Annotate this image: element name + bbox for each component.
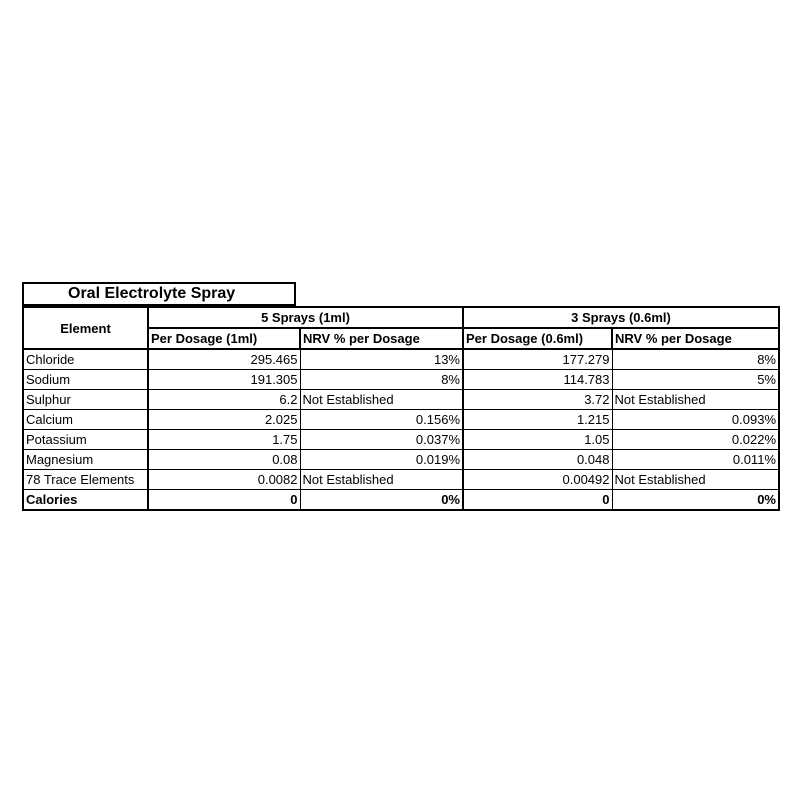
dose-3-sprays: 0.00492 bbox=[463, 470, 612, 490]
nrv-5-sprays: 0.037% bbox=[300, 430, 463, 450]
nrv-3-sprays: 0.011% bbox=[612, 450, 779, 470]
nutrition-table bbox=[22, 306, 780, 511]
dose-5-sprays: 2.025 bbox=[148, 410, 300, 430]
per-dosage-1ml-header: Per Dosage (1ml) bbox=[148, 328, 300, 349]
nrv-5-sprays: 8% bbox=[300, 370, 463, 390]
table-title: Oral Electrolyte Spray bbox=[22, 282, 296, 306]
element-name: Potassium bbox=[23, 430, 148, 450]
nrv-5-sprays: Not Established bbox=[300, 390, 463, 410]
dose-5-sprays: 295.465 bbox=[148, 349, 300, 370]
dose-3-sprays: 177.279 bbox=[463, 349, 612, 370]
table-row bbox=[23, 390, 779, 410]
table-row bbox=[23, 370, 779, 390]
nrv-3-sprays: 0% bbox=[612, 490, 779, 511]
nrv-5-sprays: 0.156% bbox=[300, 410, 463, 430]
element-name: Sulphur bbox=[23, 390, 148, 410]
calories-row bbox=[23, 490, 779, 511]
dose-3-sprays: 0.048 bbox=[463, 450, 612, 470]
dose-5-sprays: 0.0082 bbox=[148, 470, 300, 490]
dose-3-sprays: 3.72 bbox=[463, 390, 612, 410]
group-header-3-sprays: 3 Sprays (0.6ml) bbox=[463, 307, 779, 328]
nrv-3-sprays: 8% bbox=[612, 349, 779, 370]
nrv-5-sprays: 0% bbox=[300, 490, 463, 511]
nrv-3-sprays: 5% bbox=[612, 370, 779, 390]
dose-3-sprays: 0 bbox=[463, 490, 612, 511]
element-name: Chloride bbox=[23, 349, 148, 370]
nrv-5-sprays: Not Established bbox=[300, 470, 463, 490]
element-name: Calories bbox=[23, 490, 148, 511]
nrv-3-sprays: 0.022% bbox=[612, 430, 779, 450]
dose-5-sprays: 0.08 bbox=[148, 450, 300, 470]
nrv-5-sprays: 13% bbox=[300, 349, 463, 370]
dose-5-sprays: 6.2 bbox=[148, 390, 300, 410]
dose-3-sprays: 1.215 bbox=[463, 410, 612, 430]
dose-3-sprays: 114.783 bbox=[463, 370, 612, 390]
per-dosage-0-6ml-header: Per Dosage (0.6ml) bbox=[463, 328, 612, 349]
table-row bbox=[23, 430, 779, 450]
table-row bbox=[23, 349, 779, 370]
dose-5-sprays: 0 bbox=[148, 490, 300, 511]
nrv-3-sprays: Not Established bbox=[612, 390, 779, 410]
element-name: Sodium bbox=[23, 370, 148, 390]
dose-5-sprays: 1.75 bbox=[148, 430, 300, 450]
group-header-5-sprays: 5 Sprays (1ml) bbox=[148, 307, 463, 328]
nrv-header-3-sprays: NRV % per Dosage bbox=[612, 328, 779, 349]
nrv-3-sprays: 0.093% bbox=[612, 410, 779, 430]
element-header: Element bbox=[23, 307, 148, 349]
table-row bbox=[23, 410, 779, 430]
dose-3-sprays: 1.05 bbox=[463, 430, 612, 450]
element-name: 78 Trace Elements bbox=[23, 470, 148, 490]
table-row bbox=[23, 470, 779, 490]
dose-5-sprays: 191.305 bbox=[148, 370, 300, 390]
nrv-5-sprays: 0.019% bbox=[300, 450, 463, 470]
nrv-header-5-sprays: NRV % per Dosage bbox=[300, 328, 463, 349]
element-name: Magnesium bbox=[23, 450, 148, 470]
element-name: Calcium bbox=[23, 410, 148, 430]
table-row bbox=[23, 450, 779, 470]
nrv-3-sprays: Not Established bbox=[612, 470, 779, 490]
